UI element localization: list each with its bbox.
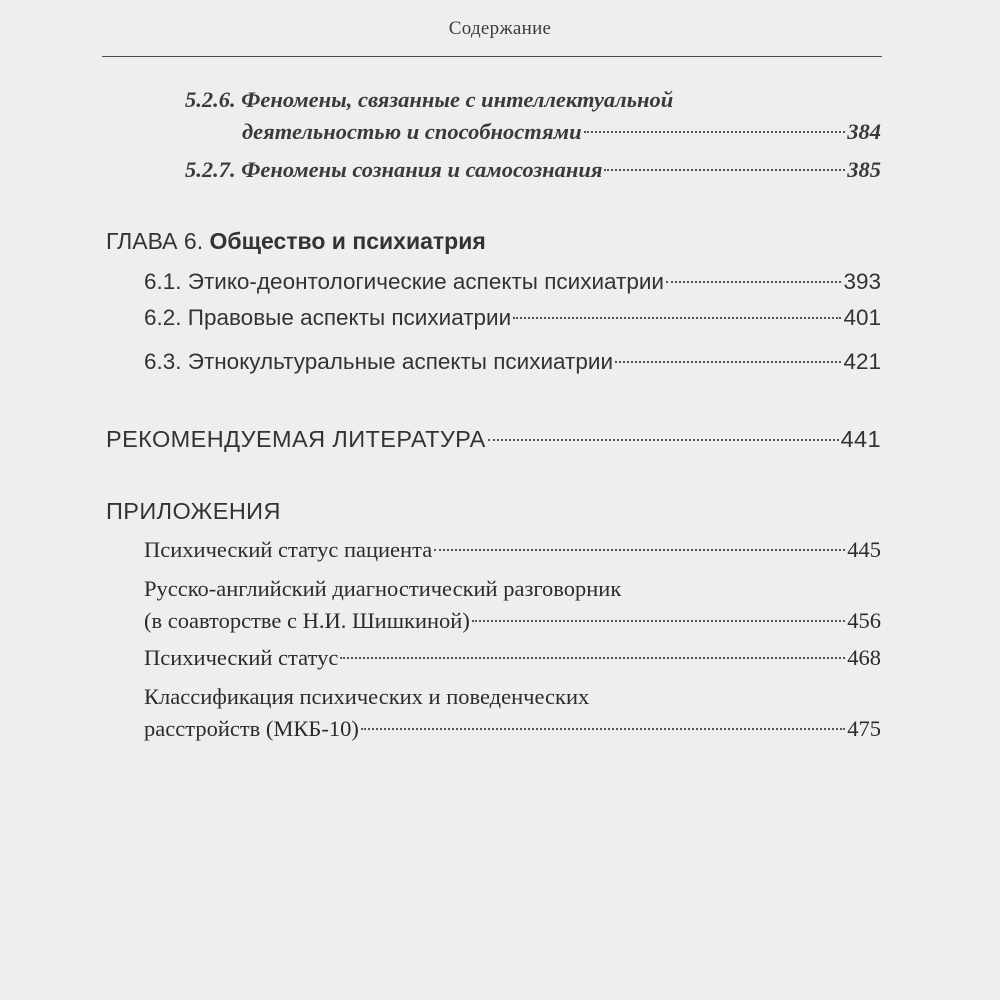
toc-entry-appendix-1[interactable] <box>144 534 881 566</box>
dot-leader <box>340 657 845 659</box>
toc-entry-5-2-7[interactable] <box>185 154 881 186</box>
toc-entry-label-line2: деятельностью и способностями <box>242 119 582 144</box>
toc-page-number: 421 <box>843 349 881 374</box>
toc-entry-appendix-3[interactable] <box>144 642 881 674</box>
dot-leader <box>361 728 845 730</box>
dot-leader <box>666 281 841 283</box>
toc-entry-6-2[interactable] <box>144 302 881 334</box>
toc-entry-literature[interactable] <box>106 423 881 455</box>
toc-entry-5-2-6[interactable] <box>185 84 881 148</box>
toc-page-number: 468 <box>847 645 881 670</box>
chapter-title: Общество и психиатрия <box>209 228 486 254</box>
dot-leader <box>584 131 846 133</box>
toc-entry-label: 6.2. Правовые аспекты психиатрии <box>144 305 512 330</box>
toc-page-number: 456 <box>847 608 881 633</box>
dot-leader <box>604 169 845 171</box>
toc-entry-label: Психический статус пациента <box>144 537 433 562</box>
toc-page-number: 401 <box>843 305 881 330</box>
toc-entry-appendix-2[interactable] <box>144 573 881 637</box>
toc-entry-label: 6.1. Этико-деонтологические аспекты психиатрии <box>144 269 664 294</box>
toc-entry-label: РЕКОМЕНДУЕМАЯ ЛИТЕРАТУРА <box>106 426 486 452</box>
chapter-6-heading[interactable] <box>106 228 486 255</box>
toc-entry-6-3[interactable] <box>144 346 881 378</box>
dot-leader <box>472 620 845 622</box>
toc-entry-label-line2: расстройств (МКБ-10) <box>144 716 359 741</box>
chapter-prefix: ГЛАВА 6. <box>106 228 204 254</box>
dot-leader <box>488 439 839 441</box>
dot-leader <box>513 317 841 319</box>
page-header: Содержание <box>448 18 552 39</box>
dot-leader <box>434 549 845 551</box>
toc-entry-label-line1: 5.2.6. Феномены, связанные с интеллектуальной <box>185 87 674 112</box>
appendices-heading: ПРИЛОЖЕНИЯ <box>106 498 281 524</box>
header-rule <box>102 56 882 57</box>
toc-entry-label: Психический статус <box>144 645 339 670</box>
toc-page-number: 384 <box>847 119 881 144</box>
toc-page-number: 385 <box>847 157 881 182</box>
dot-leader <box>615 361 841 363</box>
toc-entry-label-line2: (в соавторстве с Н.И. Шишкиной) <box>144 608 470 633</box>
toc-entry-label-line1: Классификация психических и поведенческих <box>144 684 590 709</box>
toc-entry-appendix-4[interactable] <box>144 681 881 745</box>
toc-page-number: 441 <box>840 426 881 452</box>
toc-entry-label: 5.2.7. Феномены сознания и самосознания <box>185 157 603 182</box>
toc-page-number: 393 <box>843 269 881 294</box>
toc-entry-label-line1: Русско-английский диагностический разговорник <box>144 576 622 601</box>
toc-entry-label: 6.3. Этнокультуральные аспекты психиатрии <box>144 349 614 374</box>
toc-page-number: 475 <box>847 716 881 741</box>
toc-page-number: 445 <box>847 537 881 562</box>
toc-entry-6-1[interactable] <box>144 266 881 298</box>
